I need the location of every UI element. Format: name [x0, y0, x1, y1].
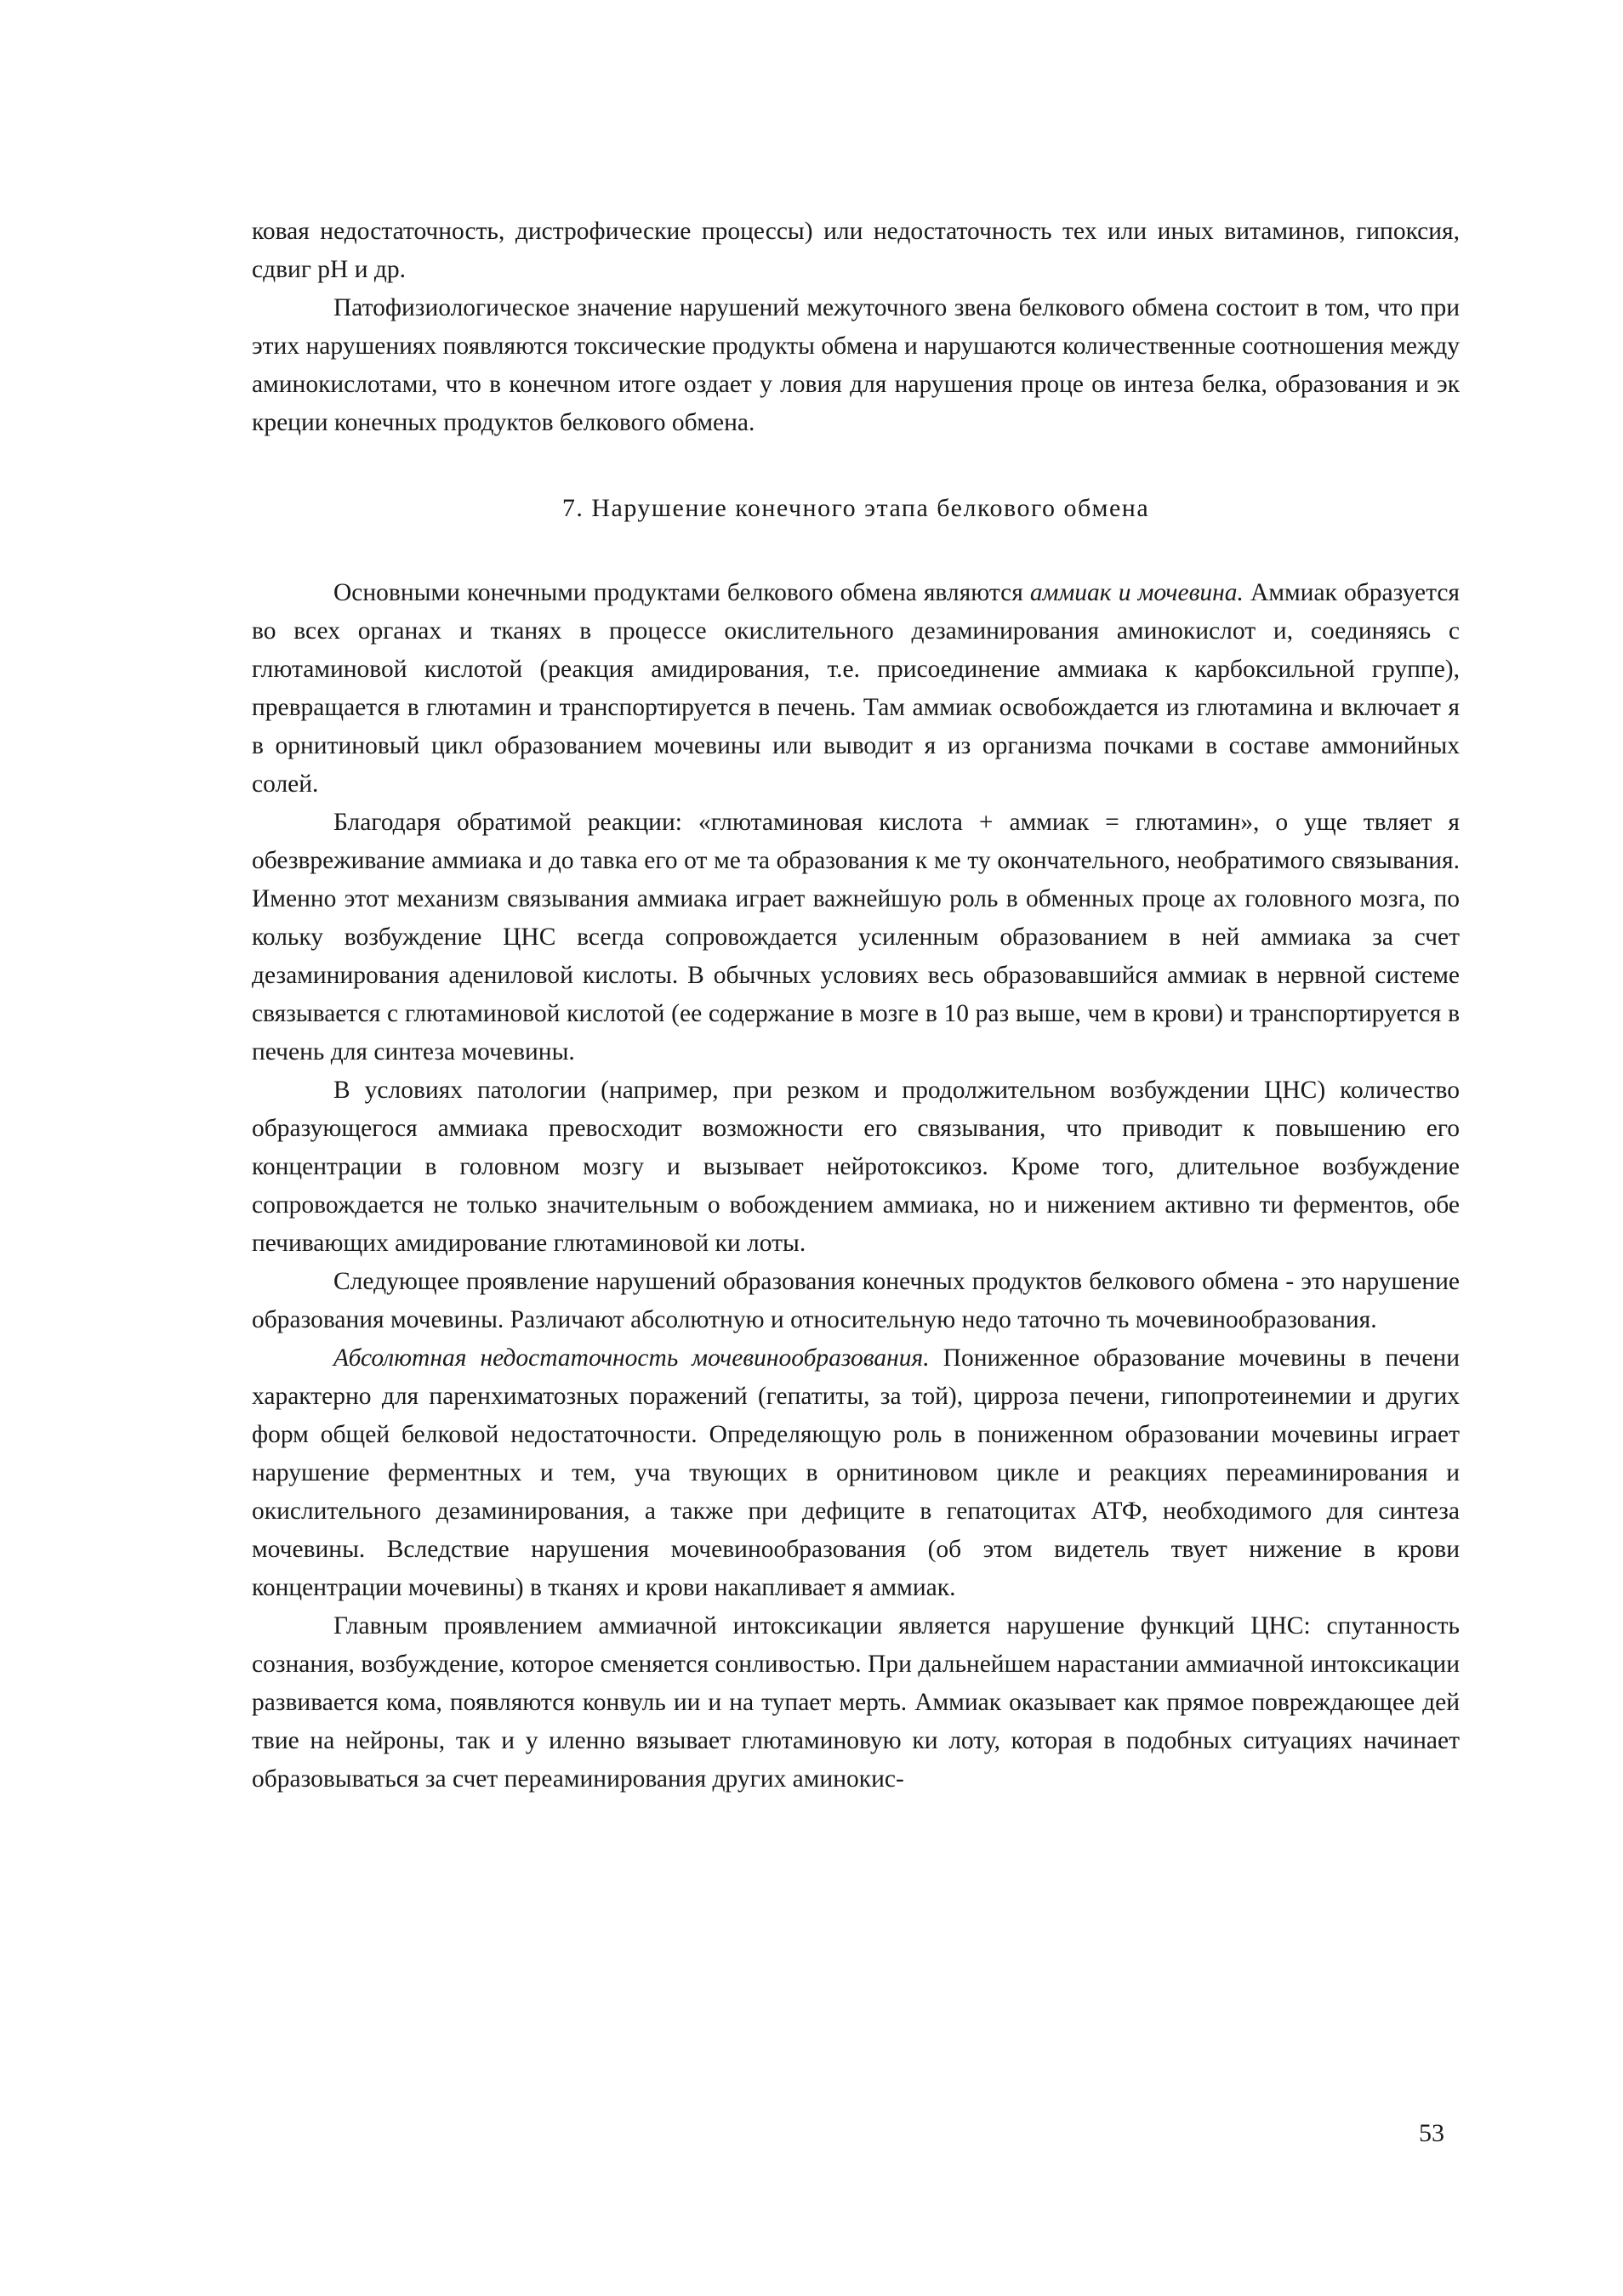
paragraph-absolute-insufficiency: [252, 1339, 1460, 1607]
paragraph-ammonia-intoxication: Главным проявлением аммиачной интоксикации является нарушение функций ЦНС: спутанность сознания, возбуждение, которое сменяется сонливостью. При дальнейшем нарастании аммиачной интоксикации развивается кома, появляются конвуль ии и на тупает мерть. Аммиак оказывает как прямое повреждающее дей твие на нейроны, так и у иленно вязывает глютаминовую ки лоту, которая в подобных ситуациях начинает образовываться за счет переаминирования других аминокис-: [252, 1612, 1460, 1793]
section-title: 7. Нарушение конечного этапа белкового обмена: [561, 494, 1150, 522]
paragraph-pathophysiology: Патофизиологическое значение нарушений межуточного звена белкового обмена состоит в том, что при этих нарушениях появляются токсические продукты обмена и нарушаются количественные соотношения между аминокислотами, что в конечном итоге оздает у ловия для нарушения проце ов интеза белка, образования и эк креции конечных продуктов белкового обмена.: [252, 294, 1460, 436]
paragraph-end-products: [252, 574, 1460, 804]
p1-text-end: Аммиак образуется во всех органах и тканях в процессе окислительного дезаминирования аминокислот и, соединяясь с глютаминовой кислотой (реакция амидирования, т.е. присоединение аммиака к карбоксильной группе), превращается в глютамин и транспортируется в печень. Там аммиак освобождается из глютамина и включает я в орнитиновый цикл образованием мочевины или выводит я из организма почками в составе аммонийных солей.: [252, 579, 1461, 798]
paragraph-pathology: В условиях патологии (например, при резком и продолжительном возбуждении ЦНС) количество образующегося аммиака превосходит возможности его связывания, что приводит к повышению его концентрации в головном мозгу и вызывает нейротоксикоз. Кроме того, длительное возбуждение сопровождается не только значительным о вобождением аммиака, но и нижением активно ти ферментов, обе печивающих амидирование глютаминовой ки лоты.: [252, 1077, 1460, 1257]
paragraph-continued: ковая недостаточность, дистрофические процессы) или недостаточность тех или иных витаминов, гипоксия, сдвиг pH и др.: [252, 218, 1460, 283]
p1-italic-terms: аммиак и мочевина.: [1029, 579, 1244, 606]
page-number: 53: [1419, 2119, 1444, 2147]
p1-text-start: Основными конечными продуктами белкового обмена являются: [333, 579, 1030, 606]
p5-italic-heading: Абсолютная недостаточность мочевинообразования.: [333, 1344, 930, 1372]
p5-text: Пониженное образование мочевины в печени характерно для паренхиматозных поражений (гепатиты, за той), цирроза печени, гипопротеинемии и других форм общей белковой недостаточности. Определяющую роль в пониженном образовании мочевины играет нарушение ферментных и тем, уча твующих в орнитиновом цикле и реакциях переаминирования и окислительного дезаминирования, а также при дефиците в гепатоцитах АТФ, необходимого для синтеза мочевины. Вследствие нарушения мочевинообразования (об этом видетель твует нижение в крови концентрации мочевины) в тканях и крови накапливает я аммиак.: [252, 1344, 1460, 1601]
paragraph-reversible-reaction: Благодаря обратимой реакции: «глютаминовая кислота + аммиак = глютамин», о уще твляет я обезвреживание аммиака и до тавка его от ме та образования к ме ту окончательного, необратимого связывания. Именно этот механизм связывания аммиака играет важнейшую роль в обменных проце ах головного мозга, по кольку возбуждение ЦНС всегда сопровождается усиленным образованием в ней аммиака за счет дезаминирования адениловой кислоты. В обычных условиях весь образовавшийся аммиак в нервной системе связывается с глютаминовой кислотой (ее содержание в мозге в 10 раз выше, чем в крови) и транспортируется в печень для синтеза мочевины.: [252, 809, 1460, 1066]
document-page: [252, 213, 1460, 1799]
paragraph-urea-formation: Следующее проявление нарушений образования конечных продуктов белкового обмена - это нарушение образования мочевины. Различают абсолютную и относительную недо таточно ть мочевинообразования.: [252, 1268, 1460, 1333]
